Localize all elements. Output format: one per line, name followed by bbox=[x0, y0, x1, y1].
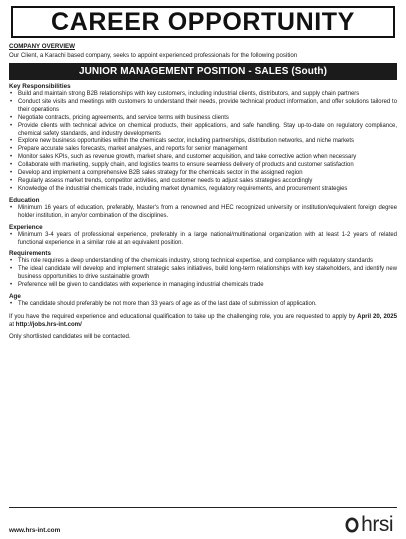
age-list bbox=[9, 301, 397, 309]
list-item: • Negotiate contracts, pricing agreements, and service terms with business clients bbox=[9, 115, 397, 123]
page-title: CAREER OPPORTUNITY bbox=[51, 7, 355, 36]
experience-list bbox=[9, 232, 397, 248]
list-item: • Explore new business opportunities within the chemicals sector, including partnerships, distribution networks, and niche markets bbox=[9, 138, 397, 146]
footer bbox=[9, 505, 397, 535]
responsibilities-heading: Key Responsibilities bbox=[9, 83, 71, 90]
company-overview-heading: COMPANY OVERVIEW bbox=[9, 43, 76, 50]
apply-link[interactable]: http://jobs.hrs-int.com/ bbox=[15, 320, 82, 328]
logo-wordmark: hrsi bbox=[361, 513, 393, 536]
list-item: • Preference will be given to candidates with experience in managing industrial chemicals trade bbox=[9, 282, 397, 290]
application-instructions bbox=[9, 313, 397, 329]
list-item: • This role requires a deep understanding of the chemicals industry, strong technical expertise, and compliance with regulatory standards bbox=[9, 258, 397, 266]
list-item: • Collaborate with marketing, supply chain, and logistics teams to ensure seamless delivery of products and customer satisfaction bbox=[9, 162, 397, 170]
requirements-heading: Requirements bbox=[9, 250, 51, 258]
list-item: • The candidate should preferably be not more than 33 years of age as of the last date of submission of application. bbox=[9, 301, 397, 309]
requirements-list bbox=[9, 258, 397, 290]
list-item: • Minimum 3-4 years of professional experience, preferably in a large national/multinational organization with at least 1-2 years of related functional experience in a similar role at an equivalent position. bbox=[9, 232, 397, 248]
closing-text-before: If you have the required experience and educational qualification to take up the challenging role, you are requested to apply by bbox=[9, 312, 358, 320]
title-box bbox=[11, 6, 395, 38]
company-overview-text: Our Client, a Karachi based company, seeks to appoint experienced professionals for the following position bbox=[9, 52, 298, 59]
website-link[interactable]: www.hrs-int.com bbox=[9, 527, 61, 534]
list-item: • Conduct site visits and meetings with customers to understand their needs, provide technical product information, and offer solutions tailored to their operations bbox=[9, 99, 397, 115]
education-heading: Education bbox=[9, 196, 40, 204]
position-title: JUNIOR MANAGEMENT POSITION - SALES (South) bbox=[78, 66, 328, 77]
position-banner bbox=[9, 63, 397, 80]
responsibilities-list bbox=[9, 91, 397, 194]
shortlist-note: Only shortlisted candidates will be contacted. bbox=[9, 332, 131, 340]
list-item: • Regularly assess market trends, competitor activities, and customer needs to adjust sales strategies accordingly bbox=[9, 178, 397, 186]
list-item: • Minimum 16 years of education, preferably, Master's from a renowned and HEC recognized university or institution/equivalent foreign degree holder institution, in any/or combination of the disciplines. bbox=[9, 205, 397, 221]
list-item: • Provide clients with technical advice on chemical products, their applications, and safe handling. Stay up-to-date on regulatory compliance, chemical safety standards, and industry developments bbox=[9, 123, 397, 139]
education-list bbox=[9, 205, 397, 221]
closing-text-middle: at bbox=[9, 320, 16, 328]
experience-heading: Experience bbox=[9, 223, 43, 231]
list-item: • The ideal candidate will develop and implement strategic sales initiatives, build long-term relationships with key stakeholders, and identify new business opportunities to drive sustainable growth bbox=[9, 266, 397, 282]
list-item: • Prepare accurate sales forecasts, market analyses, and reports for senior management bbox=[9, 146, 397, 154]
footer-divider bbox=[9, 507, 397, 508]
application-deadline: April 20, 2025 bbox=[357, 312, 398, 320]
list-item: • Monitor sales KPIs, such as revenue growth, market share, and customer acquisition, and take corrective action when necessary bbox=[9, 154, 397, 162]
age-heading: Age bbox=[9, 293, 21, 301]
list-item: • Knowledge of the industrial chemicals trade, including market dynamics, regulatory requirements, and procurement strategies bbox=[9, 186, 397, 194]
list-item: • Develop and implement a comprehensive B2B sales strategy for the chemicals sector in the assigned region bbox=[9, 170, 397, 178]
logo-ring-icon bbox=[345, 517, 359, 533]
list-item: • Build and maintain strong B2B relationships with key customers, including industrial clients, distributors, and supply chain partners bbox=[9, 91, 397, 99]
hrsi-logo bbox=[345, 514, 393, 535]
